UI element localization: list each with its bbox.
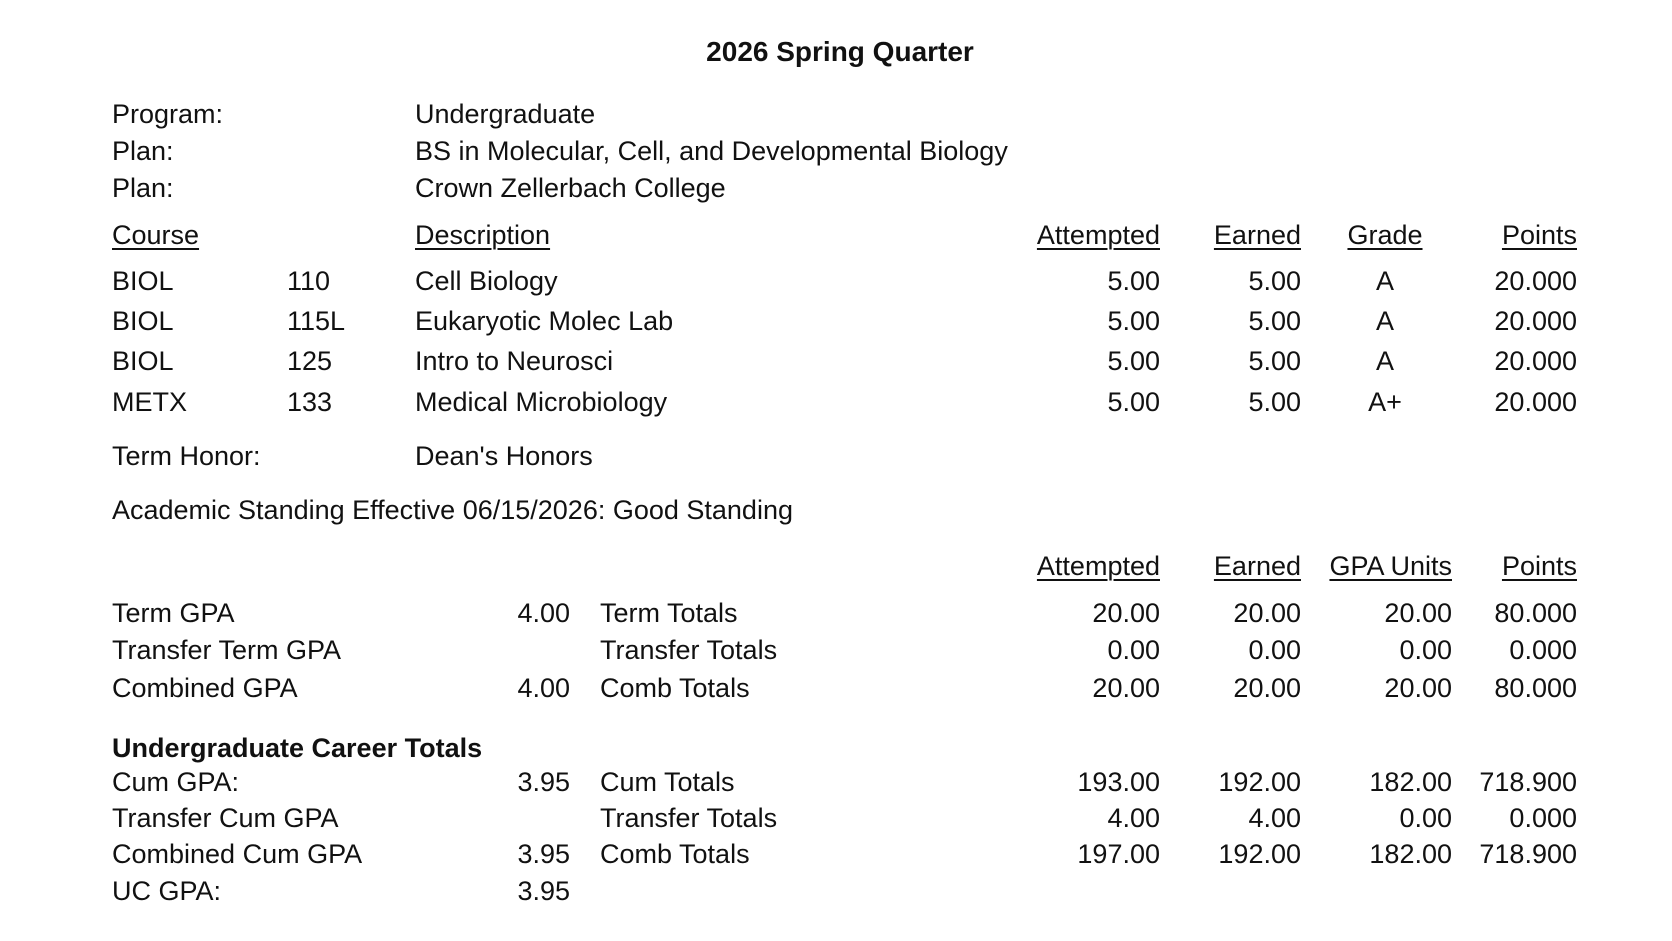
plan-label: Plan: <box>112 136 174 166</box>
career-totals-heading: Undergraduate Career Totals <box>112 733 483 763</box>
course-description: Intro to Neurosci <box>415 346 614 376</box>
course-description: Eukaryotic Molec Lab <box>415 306 674 336</box>
course-earned: 5.00 <box>1248 346 1301 376</box>
gpa-value: 4.00 <box>517 598 570 628</box>
program-label: Program: <box>112 99 224 129</box>
header-description: Description <box>415 220 551 250</box>
course-description: Cell Biology <box>415 266 558 296</box>
totals-points: 718.900 <box>1479 839 1577 869</box>
gpa-value: 3.95 <box>517 767 570 797</box>
course-subject: BIOL <box>112 266 174 296</box>
header-earned: Earned <box>1213 220 1301 250</box>
course-attempted: 5.00 <box>1107 266 1160 296</box>
course-attempted: 5.00 <box>1107 306 1160 336</box>
course-grade: A <box>1375 306 1394 336</box>
gpa-label: Transfer Term GPA <box>112 635 342 665</box>
course-number: 115L <box>287 306 346 336</box>
gpa-label: Term GPA <box>112 598 235 628</box>
totals-attempted: 4.00 <box>1107 803 1160 833</box>
course-number: 125 <box>287 346 333 376</box>
course-earned: 5.00 <box>1248 306 1301 336</box>
header-points: Points <box>1501 551 1577 581</box>
totals-earned: 20.00 <box>1233 598 1301 628</box>
header-points: Points <box>1501 220 1577 250</box>
header-gpa-units: GPA Units <box>1329 551 1452 581</box>
course-attempted: 5.00 <box>1107 387 1160 417</box>
totals-label: Transfer Totals <box>600 803 778 833</box>
academic-standing: Academic Standing Effective 06/15/2026: Good Standing <box>112 495 793 525</box>
totals-points: 80.000 <box>1494 673 1577 703</box>
course-description: Medical Microbiology <box>415 387 668 417</box>
totals-earned: 192.00 <box>1218 767 1301 797</box>
totals-gpa-units: 0.00 <box>1399 803 1452 833</box>
header-course: Course <box>112 220 200 250</box>
totals-earned: 0.00 <box>1248 635 1301 665</box>
totals-attempted: 0.00 <box>1107 635 1160 665</box>
header-earned: Earned <box>1213 551 1301 581</box>
course-subject: METX <box>112 387 188 417</box>
totals-gpa-units: 182.00 <box>1369 767 1452 797</box>
gpa-value: 3.95 <box>517 876 570 906</box>
gpa-label: Cum GPA: <box>112 767 240 797</box>
term-honor-value: Dean's Honors <box>415 441 593 471</box>
totals-attempted: 20.00 <box>1092 598 1160 628</box>
header-attempted: Attempted <box>1036 220 1160 250</box>
totals-label: Cum Totals <box>600 767 735 797</box>
page-title: 2026 Spring Quarter <box>706 36 974 67</box>
totals-earned: 20.00 <box>1233 673 1301 703</box>
header-attempted: Attempted <box>1036 551 1160 581</box>
course-grade: A <box>1375 346 1394 376</box>
header-grade: Grade <box>1347 220 1423 250</box>
totals-points: 0.000 <box>1509 635 1577 665</box>
course-points: 20.000 <box>1494 387 1577 417</box>
totals-points: 0.000 <box>1509 803 1577 833</box>
totals-gpa-units: 20.00 <box>1384 673 1452 703</box>
totals-earned: 192.00 <box>1218 839 1301 869</box>
course-attempted: 5.00 <box>1107 346 1160 376</box>
course-subject: BIOL <box>112 346 174 376</box>
totals-label: Term Totals <box>600 598 738 628</box>
totals-gpa-units: 0.00 <box>1399 635 1452 665</box>
gpa-label: Combined Cum GPA <box>112 839 363 869</box>
program-value: Undergraduate <box>415 99 596 129</box>
course-points: 20.000 <box>1494 266 1577 296</box>
totals-attempted: 197.00 <box>1077 839 1160 869</box>
totals-gpa-units: 182.00 <box>1369 839 1452 869</box>
gpa-label: UC GPA: <box>112 876 222 906</box>
totals-gpa-units: 20.00 <box>1384 598 1452 628</box>
course-subject: BIOL <box>112 306 174 336</box>
totals-label: Comb Totals <box>600 673 750 703</box>
totals-label: Comb Totals <box>600 839 750 869</box>
totals-attempted: 193.00 <box>1077 767 1160 797</box>
totals-points: 80.000 <box>1494 598 1577 628</box>
gpa-label: Transfer Cum GPA <box>112 803 339 833</box>
gpa-value: 4.00 <box>517 673 570 703</box>
course-earned: 5.00 <box>1248 266 1301 296</box>
totals-earned: 4.00 <box>1248 803 1301 833</box>
course-points: 20.000 <box>1494 306 1577 336</box>
course-grade: A+ <box>1368 387 1402 417</box>
course-grade: A <box>1375 266 1394 296</box>
course-number: 110 <box>287 266 331 296</box>
totals-points: 718.900 <box>1479 767 1577 797</box>
totals-label: Transfer Totals <box>600 635 778 665</box>
gpa-label: Combined GPA <box>112 673 298 703</box>
plan-value: Crown Zellerbach College <box>415 173 726 203</box>
plan-label: Plan: <box>112 173 174 203</box>
course-number: 133 <box>287 387 333 417</box>
course-points: 20.000 <box>1494 346 1577 376</box>
term-honor-label: Term Honor: <box>112 441 261 471</box>
course-earned: 5.00 <box>1248 387 1301 417</box>
plan-value: BS in Molecular, Cell, and Developmental Biology <box>415 136 1008 166</box>
totals-attempted: 20.00 <box>1092 673 1160 703</box>
gpa-value: 3.95 <box>517 839 570 869</box>
